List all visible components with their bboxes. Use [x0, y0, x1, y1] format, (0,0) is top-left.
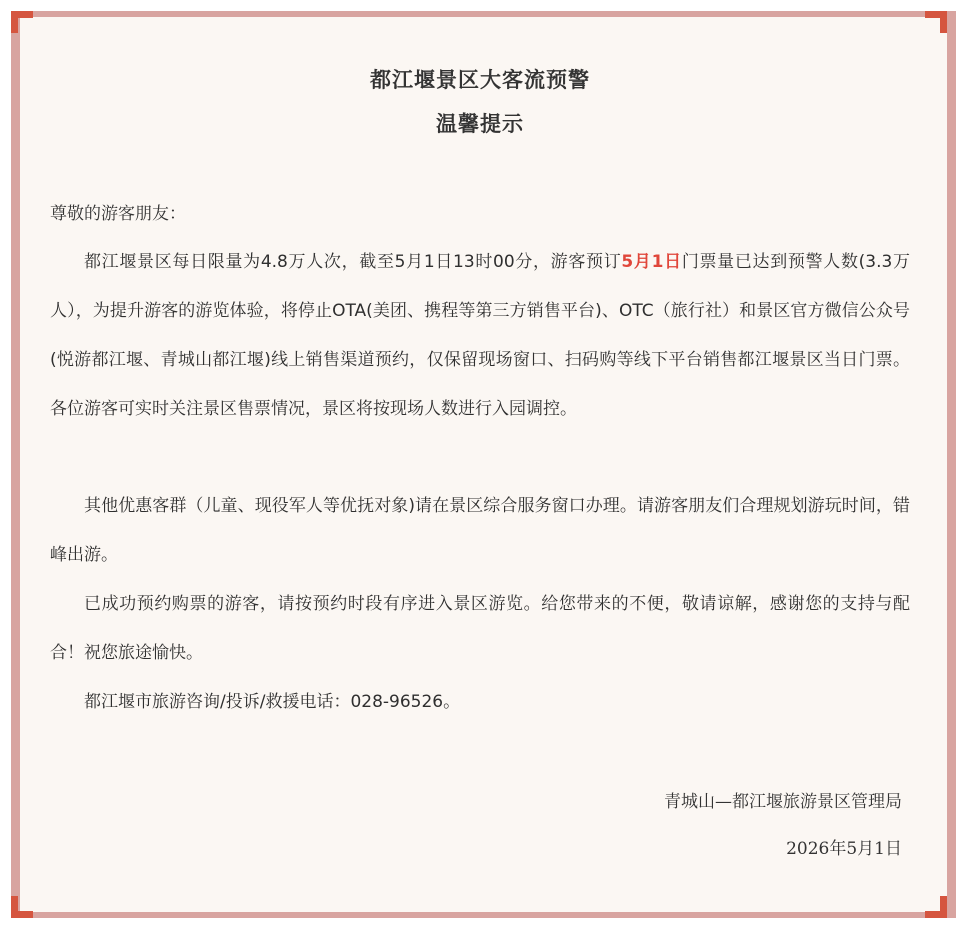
paragraph-1 [50, 238, 910, 434]
highlight-date: 5月1日 [621, 252, 682, 272]
corner-accent-bottom-right-vertical [940, 896, 947, 918]
notice-title: 都江堰景区大客流预警 [370, 67, 590, 92]
paragraph-3: 已成功预约购票的游客，请按预约时段有序进入景区游览。给您带来的不便，敬请谅解，感谢您的支持与配合！祝您旅途愉快。 [50, 594, 910, 663]
paragraph-4-hotline: 都江堰市旅游咨询/投诉/救援电话：028-96526。 [84, 692, 461, 712]
notice-frame [11, 11, 956, 918]
signature-organization: 青城山—都江堰旅游景区管理局 [664, 792, 902, 812]
signature-date: 2026年5月1日 [786, 839, 902, 859]
paragraph-1-text-after: 门票量已达到预警人数(3.3万人），为提升游客的游览体验，将停止OTA(美团、携程等第三方销售平台)、OTC（旅行社）和景区官方微信公众号(悦游都江堰、青城山都江堰)线上销售渠道预约，仅保留现场窗口、扫码购等线下平台销售都江堰景区当日门票。各位游客可实时关注景区售票情况，景区将按现场人数进行入园调控。 [50, 252, 910, 419]
notice-subtitle: 温馨提示 [436, 111, 524, 136]
paragraph-1-text-before: 都江堰景区每日限量为4.8万人次，截至5月1日13时00分，游客预订 [84, 252, 622, 272]
corner-accent-top-right-vertical [940, 11, 947, 33]
greeting: 尊敬的游客朋友： [50, 204, 186, 224]
corner-accent-top-left-vertical [11, 11, 18, 33]
corner-accent-bottom-left-vertical [11, 896, 18, 918]
paragraph-2: 其他优惠客群（儿童、现役军人等优抚对象)请在景区综合服务窗口办理。请游客朋友们合理规划游玩时间，错峰出游。 [50, 496, 910, 565]
